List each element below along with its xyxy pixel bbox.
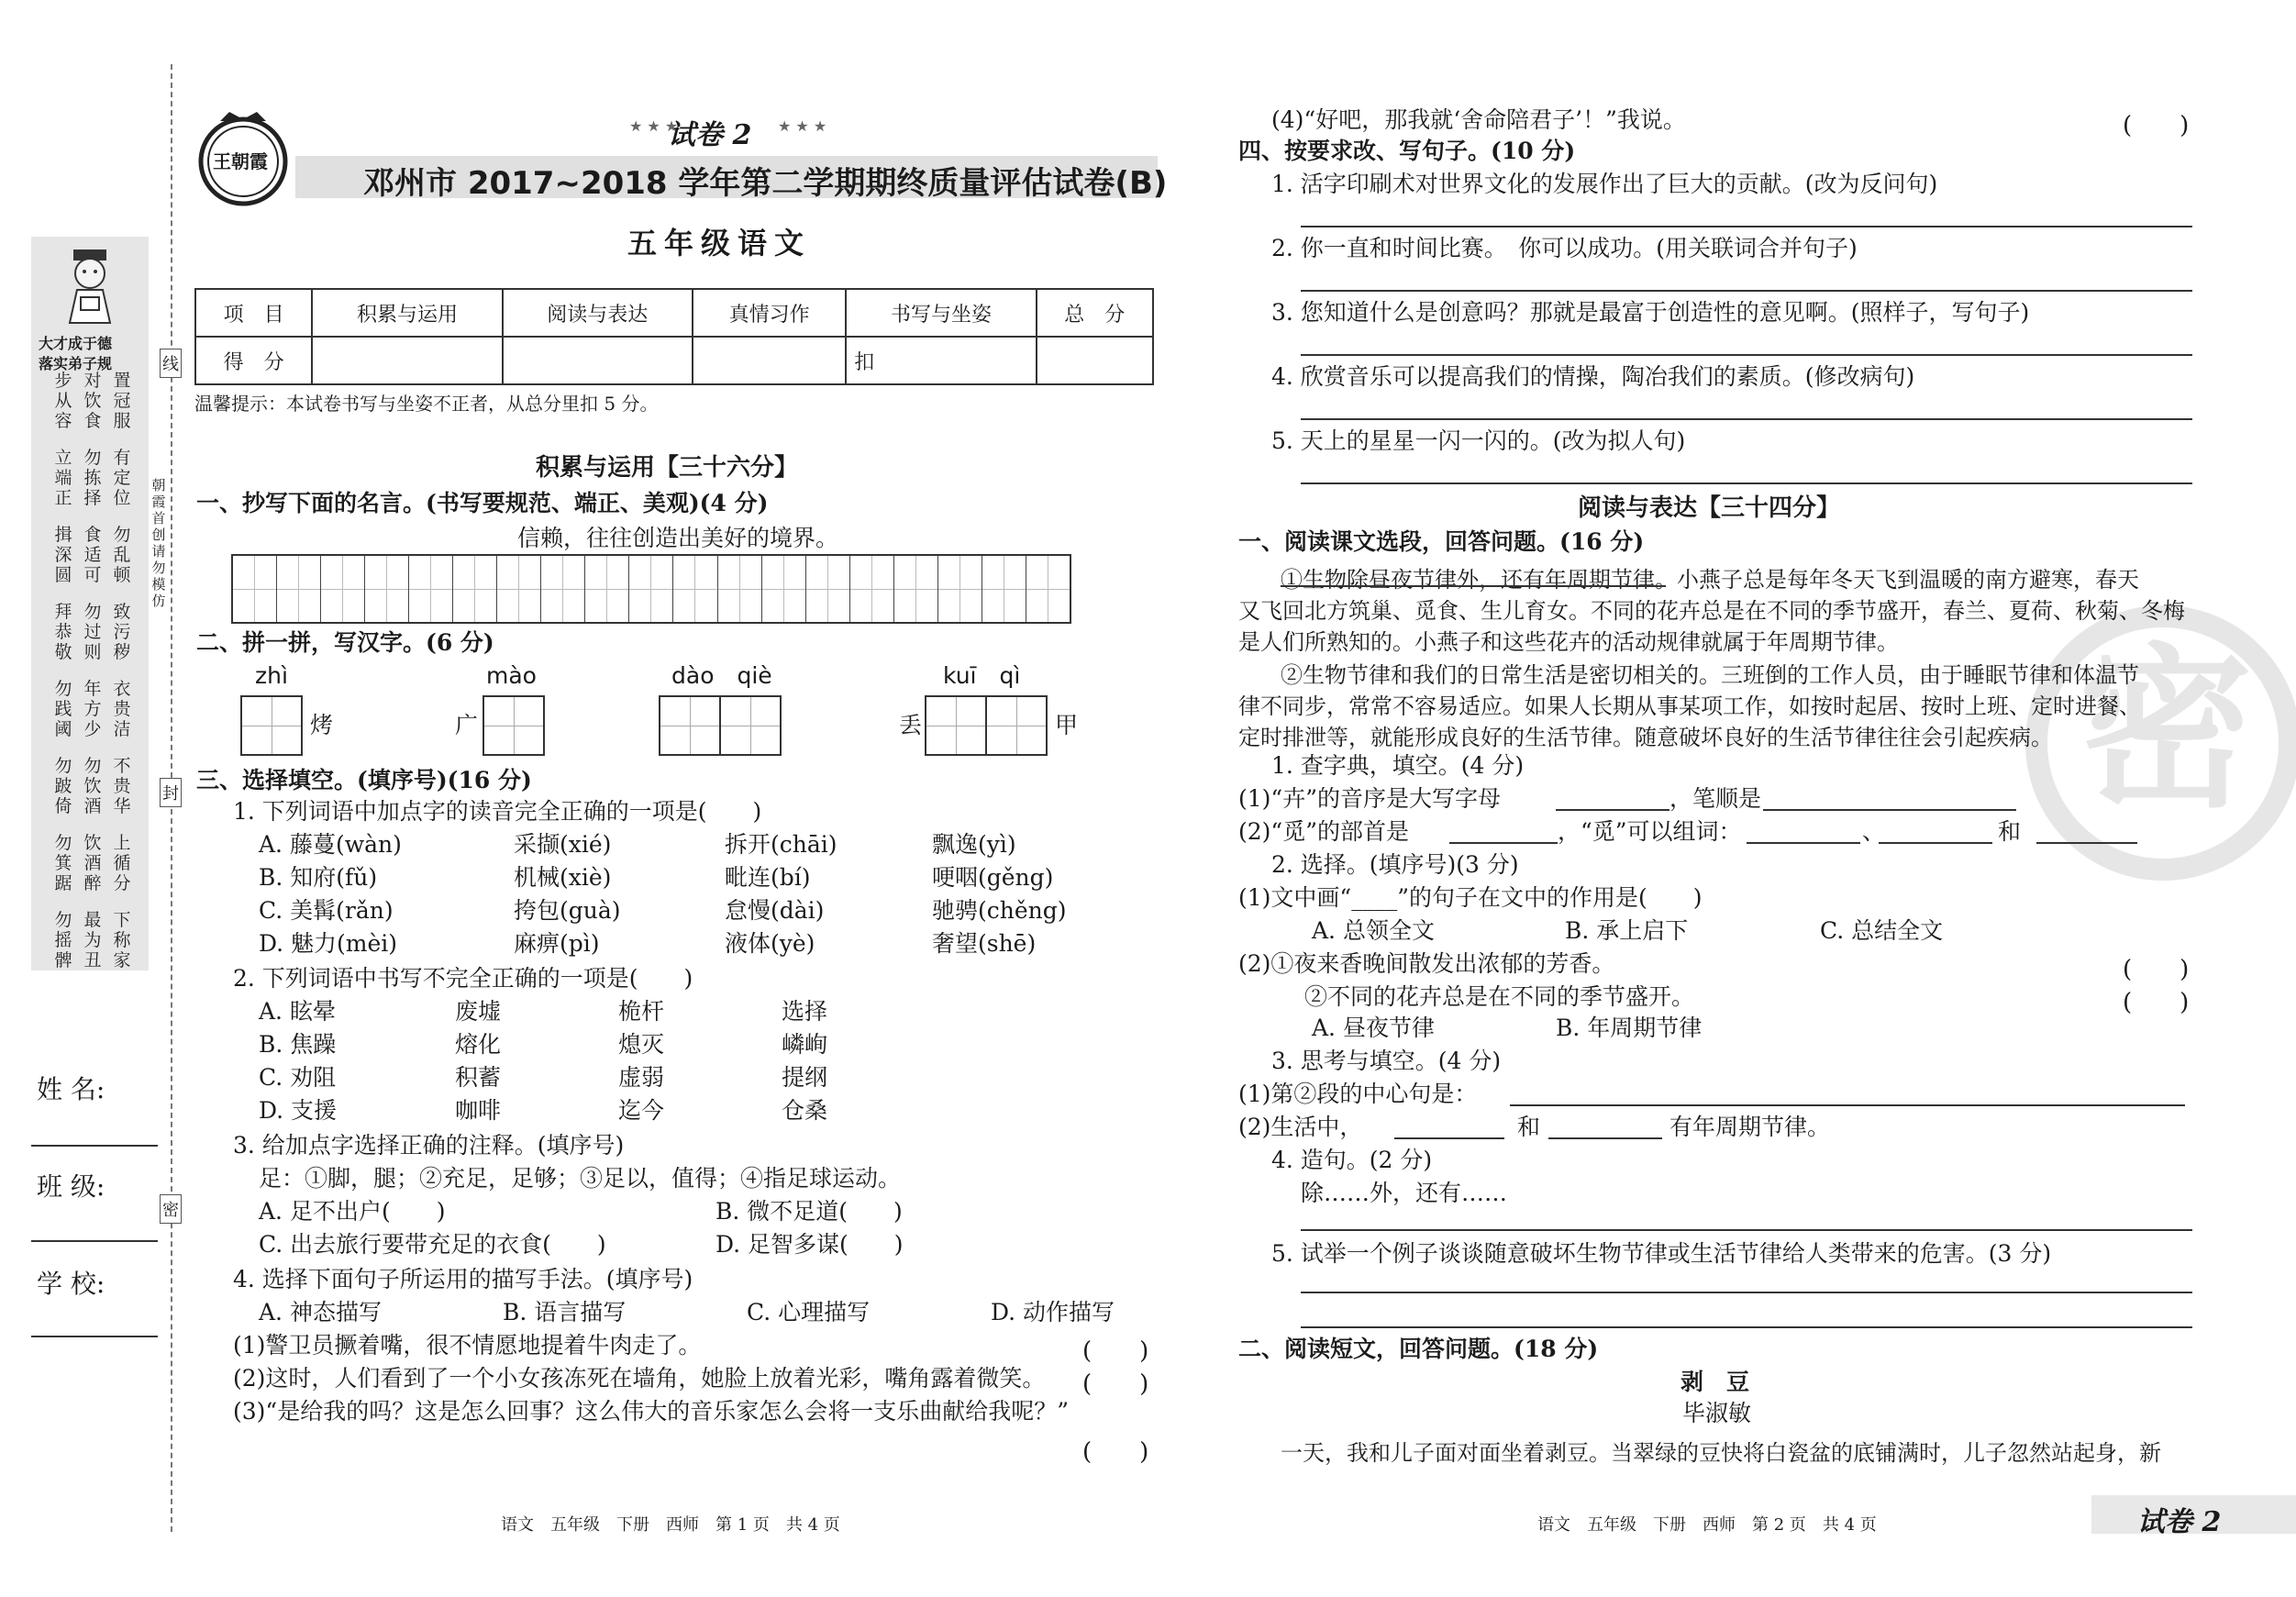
q3-4-opt: B. 语言描写: [503, 1299, 627, 1325]
r1-q1a: (1)“卉”的音序是大写字母: [1238, 785, 1501, 812]
passage-line: ①生物除昼夜节律外，还有年周期节律。小燕子总是每年冬天飞到温暖的南方避寒，春天: [1281, 567, 2139, 593]
fill-blank[interactable]: [1394, 1137, 1504, 1139]
badge-stars: ★ ★ ★: [629, 117, 679, 135]
r1-q1: 1. 查字典，填空。(4 分): [1271, 752, 1525, 779]
copyright-note: 朝霞首创 请勿模仿: [151, 477, 166, 609]
q3-4-item: (1)警卫员撅着嘴，很不情愿地提着牛肉走了。: [233, 1332, 702, 1359]
r1-q2b: (2)①夜来香晚间散发出浓郁的芳香。: [1238, 950, 1615, 977]
fill-blank[interactable]: [1747, 842, 1860, 844]
q3-1-stem: 1. 下列词语中加点字的读音完全正确的一项是( ): [233, 798, 762, 825]
q3-2-opt: 选择: [782, 998, 828, 1025]
r1-title: 一、阅读课文选段，回答问题。(16 分): [1238, 528, 1645, 555]
rule-col: 揖深圆: [54, 525, 72, 585]
name-field[interactable]: [31, 1145, 158, 1147]
q3-1-opt: 哽咽(gěng): [932, 864, 1054, 891]
hint-char: 广: [455, 712, 479, 738]
score-header: 项 目: [195, 289, 312, 337]
q4-item: 5. 天上的星星一闪一闪的。(改为拟人句): [1271, 427, 1686, 454]
pinyin: zhì: [255, 662, 288, 689]
q3-2-opt: B. 焦躁: [259, 1031, 337, 1058]
r1-q3: 3. 思考与填空。(4 分): [1271, 1048, 1502, 1074]
q3-1-opt: 怠慢(dài): [725, 897, 825, 924]
answer-line[interactable]: [1301, 1326, 2192, 1328]
q3-1-opt: 拆开(chāi): [725, 831, 837, 858]
scholar-figure-icon: [53, 246, 127, 328]
q3-2-opt: 桅杆: [618, 998, 665, 1025]
q3-1-opt: 奢望(shē): [932, 930, 1037, 957]
rule-col: 置冠服: [113, 371, 131, 431]
seal-mark-line: 线: [160, 349, 182, 378]
score-cell[interactable]: [693, 337, 846, 384]
rule-col: 对饮食: [83, 371, 102, 431]
answer-paren[interactable]: ( ): [1082, 1370, 1149, 1398]
q3-3-opt: B. 微不足道( ): [715, 1198, 903, 1225]
section-title: 阅读与表达【三十四分】: [1578, 494, 1841, 522]
underline-mark: [1281, 585, 1666, 587]
q3-2-opt: 嶙峋: [782, 1031, 828, 1058]
subject-title: 五年级语文: [627, 226, 812, 261]
pinyin: kuī qì: [943, 662, 1021, 689]
answer-line[interactable]: [1301, 354, 2192, 356]
fill-blank[interactable]: [2036, 842, 2137, 844]
q3-1-opt: 采撷(xié): [514, 831, 612, 858]
hint-char: 甲: [1055, 712, 1079, 738]
q3-2-opt: 熔化: [455, 1031, 502, 1058]
seal-mark-seal: 封: [160, 778, 182, 807]
passage-line: ②生物节律和我们的日常生活是密切相关的。三班倒的工作人员，由于睡眠节律和体温节: [1281, 662, 2139, 688]
writing-grid[interactable]: [231, 554, 1071, 624]
school-label: 学 校:: [37, 1269, 105, 1299]
q3-4-stem: 4. 选择下面句子所运用的描写手法。(填序号): [233, 1266, 693, 1292]
fill-blank[interactable]: [1763, 809, 2016, 811]
q3-1-opt: 机械(xiè): [514, 864, 612, 891]
q3-1-opt: A. 藤蔓(wàn): [259, 831, 402, 858]
char-box[interactable]: [925, 695, 987, 756]
badge-stars: ★ ★ ★: [778, 117, 827, 135]
r1-q1b: (2)“觅”的部首是: [1238, 818, 1409, 845]
q4-item: 2. 你一直和时间比赛。 你可以成功。(用关联词合并句子): [1271, 235, 1858, 261]
r1-q2b-opt: A. 昼夜节律: [1312, 1015, 1435, 1041]
r1-q2: 2. 选择。(填序号)(3 分): [1271, 851, 1519, 878]
q3-4-opt: C. 心理描写: [747, 1299, 871, 1325]
seal-mark-secret: 密: [160, 1194, 182, 1224]
hint-char: 烤: [310, 712, 334, 738]
q3-1-opt: B. 知府(fǔ): [259, 864, 378, 891]
rule-col: 勿践阈: [54, 679, 72, 739]
passage-line: 又飞回北方筑巢、觅食、生儿育女。不同的花卉总是在不同的季节盛开，春兰、夏荷、秋菊、冬梅: [1238, 598, 2185, 624]
q3-1-opt: 驰骋(chěng): [932, 897, 1067, 924]
answer-line[interactable]: [1301, 290, 2192, 292]
top-item: (4)“好吧，那我就‘舍命陪君子’！”我说。: [1271, 106, 1686, 133]
passage-line: 定时排泄等，就能形成良好的生活节律。随意破坏良好的生活节律往往会引起疾病。: [1238, 725, 2053, 750]
q4-item: 1. 活字印刷术对世界文化的发展作出了巨大的贡献。(改为反问句): [1271, 171, 1938, 197]
motto-line-1: 大才成于德: [39, 335, 113, 352]
q3-2-opt: C. 劝阻: [259, 1064, 337, 1091]
watermark-char: 密: [2079, 627, 2254, 831]
score-cell[interactable]: [312, 337, 502, 384]
rule-col: 下称家: [113, 910, 131, 970]
r1-q2a-opt: B. 承上启下: [1565, 917, 1689, 944]
badge-top: 试卷 2: [668, 119, 752, 151]
score-cell[interactable]: [503, 337, 693, 384]
rule-col: 饮酒醉: [83, 833, 102, 893]
q3-2-opt: A. 眩晕: [259, 998, 336, 1025]
char-box[interactable]: [482, 695, 545, 756]
q3-4-item: (3)“是给我的吗？这是怎么回事？这么伟大的音乐家怎么会将一支乐曲献给我呢？”: [233, 1398, 1069, 1425]
r2-title: 二、阅读短文，回答问题。(18 分): [1238, 1336, 1599, 1362]
score-header: 真情习作: [693, 289, 846, 337]
sep: 和: [1998, 818, 2022, 845]
fill-blank[interactable]: [1449, 842, 1558, 844]
score-header: 总 分: [1037, 289, 1153, 337]
answer-paren[interactable]: ( ): [1082, 1438, 1149, 1466]
score-row-label: 得 分: [195, 337, 312, 384]
motto-line-2: 落实弟子规: [39, 355, 113, 372]
q3-1-opt: C. 美髯(rǎn): [259, 897, 394, 924]
school-field[interactable]: [31, 1336, 158, 1337]
score-header: 书写与坐姿: [846, 289, 1036, 337]
q1-quote: 信赖，往往创造出美好的境界。: [517, 525, 839, 551]
score-cell[interactable]: [1037, 337, 1153, 384]
r1-q2b-opt: B. 年周期节律: [1556, 1015, 1703, 1041]
q2-title: 二、拼一拼，写汉字。(6 分): [196, 629, 494, 656]
q3-3-note: 足：①脚，腿；②充足，足够；③足以，值得；④指足球运动。: [259, 1165, 902, 1192]
answer-line[interactable]: [1301, 418, 2192, 420]
r1-q3a: (1)第②段的中心句是：: [1238, 1081, 1478, 1107]
passage-title: 剥 豆: [1680, 1369, 1750, 1395]
q4-item: 3. 您知道什么是创意吗？那就是最富于创造性的意见啊。(照样子，写句子): [1271, 299, 2030, 326]
q3-2-opt: 虚弱: [618, 1064, 665, 1091]
fill-blank[interactable]: [1556, 809, 1669, 811]
class-label: 班 级:: [37, 1171, 105, 1202]
q3-2-opt: 咖啡: [455, 1097, 502, 1124]
answer-paren[interactable]: ( ): [2123, 956, 2190, 983]
pinyin: dào qiè: [671, 662, 772, 689]
answer-line[interactable]: [1301, 482, 2192, 484]
q3-3-opt: A. 足不出户( ): [259, 1198, 446, 1225]
answer-line[interactable]: [1301, 1229, 2192, 1231]
page-footer: 语文 五年级 下册 西师 第 1 页 共 4 页: [501, 1515, 840, 1535]
r1-q1b-mid: ，“觅”可以组词：: [1558, 818, 1742, 845]
q3-2-opt: 提纲: [782, 1064, 828, 1091]
hint-char: 丢: [899, 712, 923, 738]
section-title: 积累与运用【三十六分】: [536, 454, 799, 482]
score-table: [194, 288, 1154, 385]
exam-title: 邓州市 2017~2018 学年第二学期期终质量评估试卷(B): [363, 165, 1168, 202]
q3-2-opt: 迄今: [618, 1097, 665, 1124]
rule-col: 步从容: [54, 371, 72, 431]
passage-line: 一天，我和儿子面对面坐着剥豆。当翠绿的豆快将白瓷盆的底铺满时，儿子忽然站起身，新: [1281, 1440, 2161, 1466]
q3-2-opt: 仓桑: [782, 1097, 828, 1124]
answer-paren[interactable]: ( ): [1082, 1337, 1149, 1365]
char-box[interactable]: [719, 695, 782, 756]
q3-2-opt: 废墟: [455, 998, 502, 1025]
rule-col: 衣贵洁: [113, 679, 131, 739]
sep: 、: [1862, 818, 1886, 845]
badge-bottom: 试卷 2: [2137, 1506, 2222, 1538]
q3-2-opt: 熄灭: [618, 1031, 665, 1058]
r1-q2a-opt: A. 总领全文: [1312, 917, 1435, 944]
page-footer: 语文 五年级 下册 西师 第 2 页 共 4 页: [1537, 1515, 1877, 1535]
q3-2-stem: 2. 下列词语中书写不完全正确的一项是( ): [233, 965, 693, 992]
rule-col: 不贵华: [113, 756, 131, 816]
r1-q5: 5. 试举一个例子谈谈随意破坏生物节律或生活节律给人类带来的危害。(3 分): [1271, 1240, 2052, 1267]
q3-3-opt: C. 出去旅行要带充足的衣食( ): [259, 1231, 606, 1258]
rule-col: 拜恭敬: [54, 602, 72, 662]
char-box[interactable]: [985, 695, 1048, 756]
q3-title: 三、选择填空。(填序号)(16 分): [196, 767, 532, 793]
rule-col: 勿过则: [83, 602, 102, 662]
q3-4-opt: A. 神态描写: [259, 1299, 382, 1325]
q3-3-stem: 3. 给加点字选择正确的注释。(填序号): [233, 1132, 625, 1159]
rule-col: 食适可: [83, 525, 102, 585]
answer-line[interactable]: [1301, 1292, 2192, 1293]
rule-col: 上循分: [113, 833, 131, 893]
r1-q3b-mid: 和: [1517, 1114, 1541, 1140]
rule-col: 勿拣择: [83, 448, 102, 508]
rule-col: 年方少: [83, 679, 102, 739]
rule-col: 最为丑: [83, 910, 102, 970]
passage-author: 毕淑敏: [1682, 1400, 1752, 1426]
q3-4-opt: D. 动作描写: [991, 1299, 1115, 1325]
q3-2-opt: D. 支援: [259, 1097, 338, 1124]
r1-q3b: (2)生活中，: [1238, 1114, 1363, 1140]
q3-1-opt: 飘逸(yì): [932, 831, 1016, 858]
q3-1-opt: 液体(yè): [725, 930, 815, 957]
fill-blank[interactable]: [1879, 842, 1992, 844]
q3-1-opt: D. 魅力(mèi): [259, 930, 398, 957]
fill-blank[interactable]: [1548, 1137, 1662, 1139]
rule-col: 勿跛倚: [54, 756, 72, 816]
r1-q2a: (1)文中画“____”的句子在文中的作用是( ): [1238, 884, 1703, 911]
answer-paren[interactable]: ( ): [2123, 989, 2190, 1016]
rule-col: 勿摇髀: [54, 910, 72, 970]
passage-line: 是人们所熟知的。小燕子和这些花卉的活动规律就属于年周期节律。: [1238, 629, 1899, 655]
r1-q2b: ②不同的花卉总是在不同的季节盛开。: [1304, 983, 1695, 1010]
sidebar-panel: [31, 237, 149, 970]
score-header: 积累与运用: [312, 289, 502, 337]
warm-tip: 温馨提示：本试卷书写与坐姿不正者，从总分里扣 5 分。: [194, 393, 659, 415]
rule-col: 勿乱顿: [113, 525, 131, 585]
q3-3-opt: D. 足智多谋( ): [715, 1231, 904, 1258]
passage-line: 律不同步，常常不容易适应。如果人长期从事某项工作，如按时起居、按时上班、定时进餐、: [1238, 693, 2141, 719]
r1-q4: 4. 造句。(2 分): [1271, 1147, 1433, 1173]
char-box[interactable]: [659, 695, 721, 756]
q4-title: 四、按要求改、写句子。(10 分): [1238, 138, 1576, 164]
answer-paren[interactable]: ( ): [2123, 112, 2190, 139]
score-cell-deduct[interactable]: 扣: [846, 337, 1036, 384]
q3-4-item: (2)这时，人们看到了一个小女孩冻死在墙角，她脸上放着光彩，嘴角露着微笑。: [233, 1365, 1046, 1392]
rule-col: 勿饮酒: [83, 756, 102, 816]
r1-q2a-opt: C. 总结全文: [1820, 917, 1944, 944]
r1-q3b-post: 有年周期节律。: [1669, 1114, 1831, 1140]
answer-line[interactable]: [1301, 226, 2192, 227]
q1-title: 一、抄写下面的名言。(书写要规范、端正、美观)(4 分): [196, 490, 769, 516]
q3-1-opt: 麻痹(pì): [514, 930, 600, 957]
r1-q4-prompt: 除……外，还有……: [1301, 1180, 1508, 1206]
q3-1-opt: 挎包(guà): [514, 897, 621, 924]
pinyin: mào: [486, 662, 537, 689]
logo-text: 王朝霞: [213, 150, 268, 172]
rule-col: 立端正: [54, 448, 72, 508]
r1-q1a-mid: ，笔顺是: [1669, 785, 1762, 812]
q3-2-opt: 积蓄: [455, 1064, 502, 1091]
char-box[interactable]: [240, 695, 303, 756]
q4-item: 4. 欣赏音乐可以提高我们的情操，陶冶我们的素质。(修改病句): [1271, 363, 1915, 390]
q3-1-opt: 毗连(bí): [725, 864, 811, 891]
fill-blank[interactable]: [1510, 1104, 2185, 1106]
class-field[interactable]: [31, 1240, 158, 1242]
rule-col: 有定位: [113, 448, 131, 508]
score-header: 阅读与表达: [503, 289, 693, 337]
name-label: 姓 名:: [37, 1074, 105, 1104]
rule-col: 致污秽: [113, 602, 131, 662]
rule-col: 勿箕踞: [54, 833, 72, 893]
